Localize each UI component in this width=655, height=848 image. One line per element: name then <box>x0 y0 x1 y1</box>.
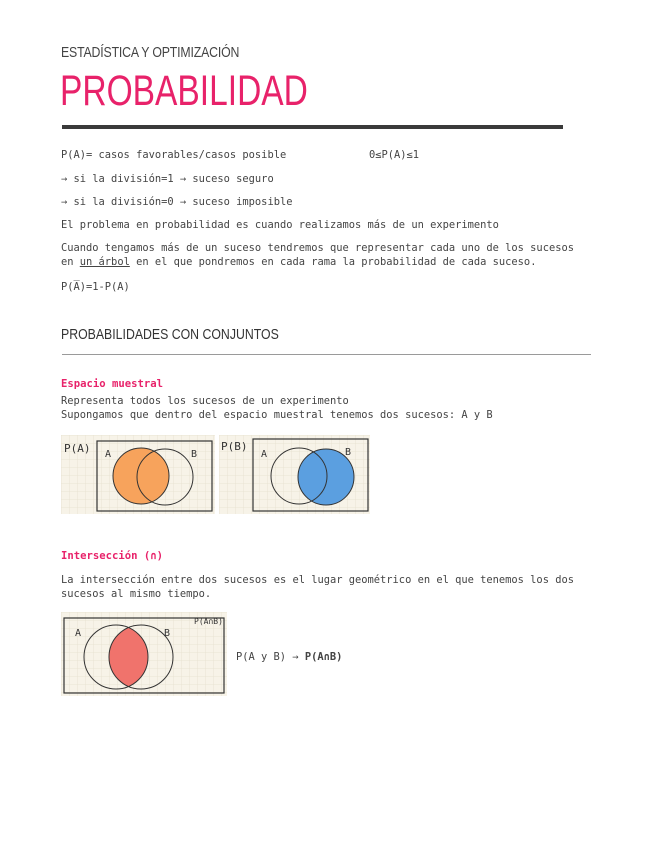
intersection-formula-text: P(A y B) → <box>236 651 305 663</box>
set-a-label: A <box>75 628 82 639</box>
intersection-heading: Intersección (∩) <box>61 550 164 562</box>
set-b-label: B <box>191 449 198 460</box>
tree-text-start: Cuando tengamos más de un suceso tendremos que representar cada uno de los sucesos en <box>61 242 574 268</box>
tree-text-end: en el que pondremos en cada rama la probabilidad de cada suceso. <box>129 255 537 268</box>
venn-diagram-pa <box>61 435 215 518</box>
tree-paragraph <box>61 242 591 269</box>
sample-space-heading: Espacio muestral <box>61 378 164 390</box>
probability-range: 0≤P(A)≤1 <box>369 149 420 161</box>
formula-line <box>61 149 420 163</box>
problem-line: El problema en probabilidad es cuando realizamos más de un experimento <box>61 219 499 231</box>
venn-diagram-pb <box>219 435 370 518</box>
page-title: PROBABILIDAD <box>60 67 308 115</box>
probability-formula: P(A)= casos favorables/casos posible <box>61 149 287 161</box>
sample-space-line-1: Representa todos los sucesos de un experimento <box>61 395 349 407</box>
tree-link[interactable]: un árbol <box>79 255 130 268</box>
set-b-label: B <box>345 447 352 458</box>
sample-space-line-2: Supongamos que dentro del espacio muestral tenemos dos sucesos: A y B <box>61 409 493 421</box>
complement-formula: P(A̅)=1-P(A) <box>61 281 130 293</box>
sure-event-line: → si la división=1 → suceso seguro <box>61 173 274 185</box>
set-a-label: A <box>261 449 268 460</box>
section-divider <box>62 354 591 355</box>
diagram-label: P(B) <box>221 440 248 453</box>
set-b-label: B <box>164 628 171 639</box>
section-heading: PROBABILIDADES CON CONJUNTOS <box>61 326 279 343</box>
venn-diagram-intersection <box>61 612 227 700</box>
title-divider <box>62 125 563 129</box>
intersection-formula <box>236 651 342 665</box>
intersection-formula-bold: P(A∩B) <box>304 651 343 663</box>
set-a-label: A <box>105 449 112 460</box>
impossible-event-line: → si la división=0 → suceso imposible <box>61 196 293 208</box>
diagram-label: P(A) <box>64 442 91 455</box>
intersection-text: La intersección entre dos sucesos es el lugar geométrico en el que tenemos los dos sucesos al mismo tiempo. <box>61 574 574 600</box>
course-subtitle: ESTADÍSTICA Y OPTIMIZACIÓN <box>61 44 240 61</box>
diagram-label: P(A∩B) <box>194 617 223 626</box>
